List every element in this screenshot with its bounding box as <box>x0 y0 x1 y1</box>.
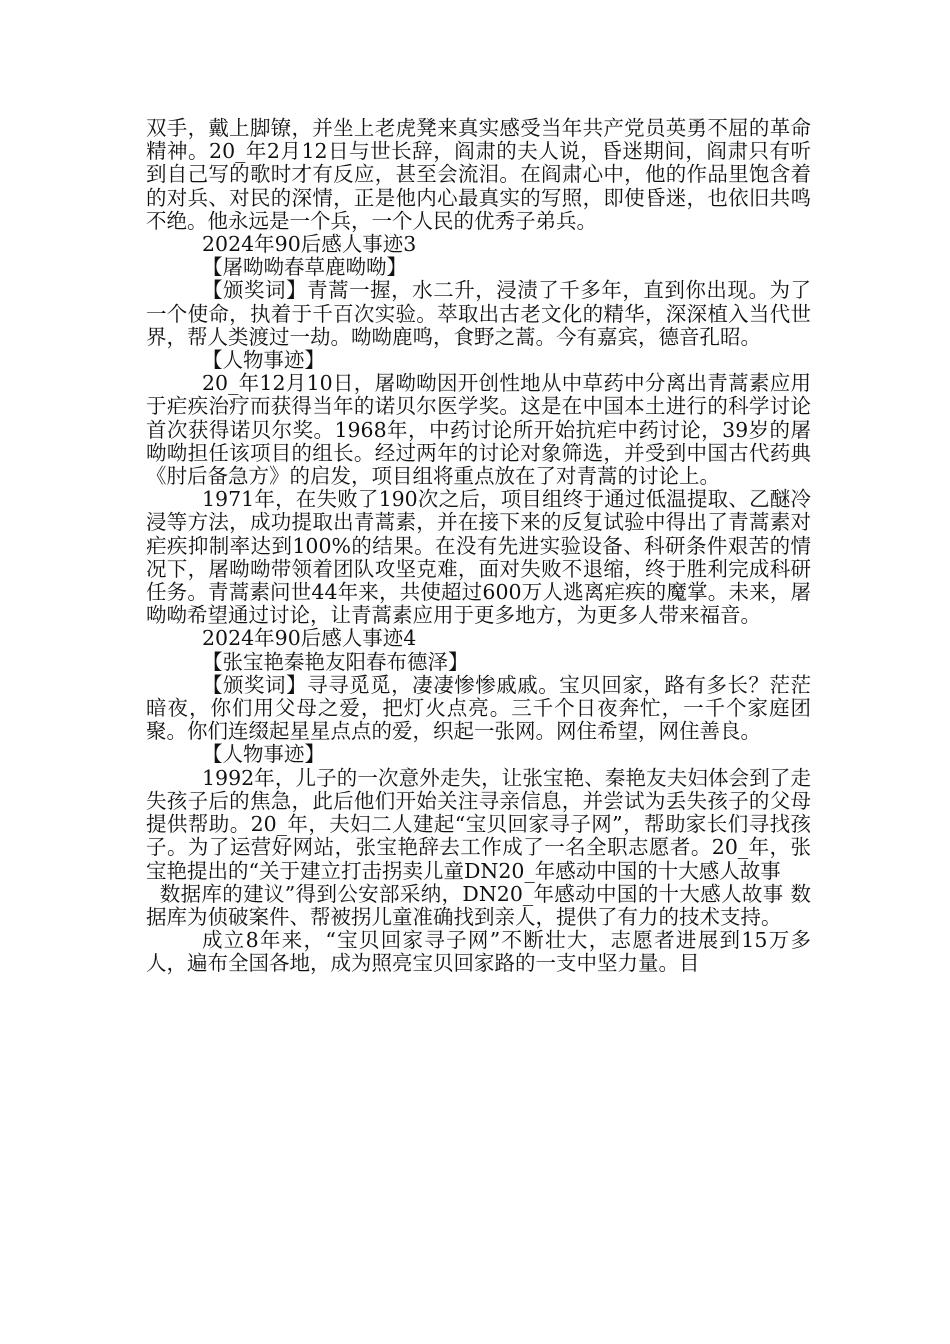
section-subheading: 【张宝艳秦艳友阳春布德泽】 <box>202 649 469 674</box>
paragraph: 【颁奖词】青蒿一握，水二升，浸渍了千多年，直到你出现。为了一个使命，执着于千百次实验。萃取出古老文化的精华，深深植入当代世界，帮人类渡过一劫。呦呦鹿鸣，食野之蒿。今有嘉宾，德音孔昭。 <box>146 278 811 349</box>
paragraph: 【颁奖词】寻寻觅觅，凄凄惨惨戚戚。宝贝回家，路有多长？茫茫暗夜，你们用父母之爱，把灯火点亮。三千个日夜奔忙，一千个家庭团聚。你们连缀起星星点点的爱，织起一张网。网住希望，网住善良。 <box>146 672 811 744</box>
section-subheading: 【人物事迹】 <box>202 348 325 373</box>
document-body <box>146 117 811 976</box>
paragraph: 20_年12月10日，屠呦呦因开创性地从中草药中分离出青蒿素应用于疟疾治疗而获得当年的诺贝尔医学奖。这是在中国本土进行的科学讨论首次获得诺贝尔奖。1968年，中药讨论所开始抗疟中药讨论，39岁的屠呦呦担任该项目的组长。经过两年的讨论对象筛选，并受到中国古代药典《肘后备急方》的启发，项目组将重点放在了对青蒿的讨论上。 <box>146 371 811 489</box>
section-subheading: 【屠呦呦春草鹿呦呦】 <box>202 255 407 280</box>
section-heading: 2024年90后感人事迹3 <box>202 232 417 257</box>
paragraph: 数据库的建议”得到公安部采纳，DN20_年感动中国的十大感人故事 数据库为侦破案件、帮被拐儿童准确找到亲人，提供了有力的技术支持。 <box>146 881 811 929</box>
paragraph: 1992年，儿子的一次意外走失，让张宝艳、秦艳友夫妇体会到了走失孩子后的焦急，此后他们开始关注寻亲信息，并尝试为丢失孩子的父母提供帮助。20_年，夫妇二人建起“宝贝回家寻子网”，帮助家长们寻找孩子。为了运营好网站，张宝艳辞去工作成了一名全职志愿者。20_年，张宝艳提出的“关于建立打击拐卖儿童DN20_年感动中国的十大感人故事 <box>146 765 811 883</box>
paragraph: 1971年，在失败了190次之后，项目组终于通过低温提取、乙醚冷浸等方法，成功提取出青蒿素，并在接下来的反复试验中得出了青蒿素对疟疾抑制率达到100%的结果。在没有先进实验设备、科研条件艰苦的情况下，屠呦呦带领着团队攻坚克难，面对失败不退缩，终于胜利完成科研任务。青蒿素问世44年来，共使超过600万人逃离疟疾的魔掌。未来，屠呦呦希望通过讨论，让青蒿素应用于更多地方，为更多人带来福音。 <box>146 487 811 628</box>
section-heading: 2024年90后感人事迹4 <box>202 626 417 651</box>
section-subheading: 【人物事迹】 <box>202 742 325 767</box>
paragraph: 双手，戴上脚镣，并坐上老虎凳来真实感受当年共产党员英勇不屈的革命精神。20_年2月12日与世长辞，阎肃的夫人说，昏迷期间，阎肃只有听到自己写的歌时才有反应，甚至会流泪。在阎肃心中，他的作品里饱含着的对兵、对民的深情，正是他内心最真实的写照，即使昏迷，也依旧共鸣不绝。他永远是一个兵，一个人民的优秀子弟兵。 <box>146 116 811 233</box>
paragraph: 成立8年来，“宝贝回家寻子网”不断壮大，志愿者进展到15万多人，遍布全国各地，成为照亮宝贝回家路的一支中坚力量。目 <box>146 928 811 976</box>
